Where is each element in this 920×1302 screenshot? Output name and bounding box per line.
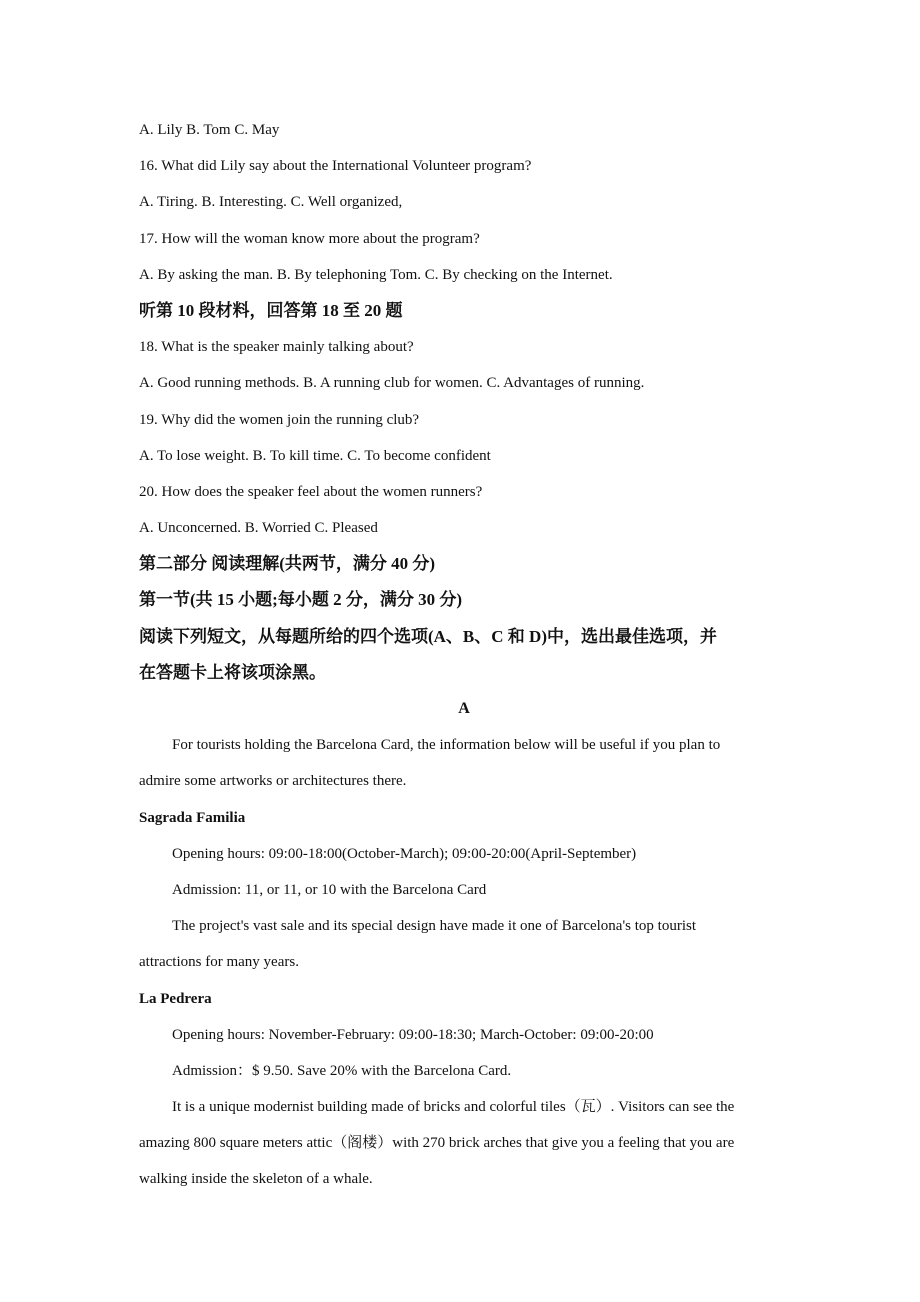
- q19-options: A. To lose weight. B. To kill time. C. To become confident: [139, 447, 491, 464]
- q20-options: A. Unconcerned. B. Worried C. Pleased: [139, 520, 378, 537]
- la-pedrera-desc-1: It is a unique modernist building made of bricks and colorful tiles（瓦）. Visitors can see the: [172, 1099, 735, 1116]
- question-20: 20. How does the speaker feel about the women runners?: [139, 483, 483, 500]
- sagrada-familia-admission: Admission: 11, or 11, or 10 with the Barcelona Card: [172, 881, 487, 898]
- q18-options: A. Good running methods. B. A running club for women. C. Advantages of running.: [139, 375, 645, 392]
- la-pedrera-hours: Opening hours: November-February: 09:00-18:30; March-October: 09:00-20:00: [172, 1026, 654, 1043]
- intro-line-2: admire some artworks or architectures there.: [139, 773, 407, 790]
- instructions-line-2: 在答题卡上将该项涂黑。: [139, 662, 326, 682]
- section-one-heading: 第一节(共 15 小题;每小题 2 分，满分 30 分): [139, 590, 462, 610]
- la-pedrera-title: La Pedrera: [139, 990, 212, 1007]
- sagrada-familia-desc-2: attractions for many years.: [139, 954, 299, 971]
- q15-options: A. Lily B. Tom C. May: [139, 122, 280, 138]
- intro-line-1: For tourists holding the Barcelona Card, the information below will be useful if you plan to: [172, 737, 721, 754]
- la-pedrera-desc-2: amazing 800 square meters attic（阁楼）with 270 brick arches that give you a feeling that you are: [139, 1135, 735, 1152]
- part-two-heading: 第二部分 阅读理解(共两节，满分 40 分): [139, 554, 436, 574]
- passage-label: A: [458, 700, 470, 717]
- la-pedrera-desc-3: walking inside the skeleton of a whale.: [139, 1171, 373, 1188]
- question-17: 17. How will the woman know more about the program?: [139, 230, 480, 247]
- sagrada-familia-title: Sagrada Familia: [139, 809, 246, 826]
- q17-options: A. By asking the man. B. By telephoning Tom. C. By checking on the Internet.: [139, 266, 613, 283]
- q16-options: A. Tiring. B. Interesting. C. Well organized,: [139, 194, 403, 211]
- sagrada-familia-desc-1: The project's vast sale and its special design have made it one of Barcelona's top tourist: [172, 918, 697, 935]
- question-19: 19. Why did the women join the running club?: [139, 411, 420, 428]
- la-pedrera-admission: Admission：$ 9.50. Save 20% with the Barcelona Card.: [172, 1062, 512, 1079]
- question-18: 18. What is the speaker mainly talking about?: [139, 339, 414, 356]
- sagrada-familia-hours: Opening hours: 09:00-18:00(October-March); 09:00-20:00(April-September): [172, 845, 637, 862]
- document-page: [139, 112, 789, 1198]
- instructions-line-1: 阅读下列短文，从每题所给的四个选项(A、B、C 和 D)中，选出最佳选项，并: [139, 626, 717, 646]
- question-16: 16. What did Lily say about the International Volunteer program?: [139, 158, 532, 175]
- section-heading-10: 听第 10 段材料，回答第 18 至 20 题: [139, 300, 403, 320]
